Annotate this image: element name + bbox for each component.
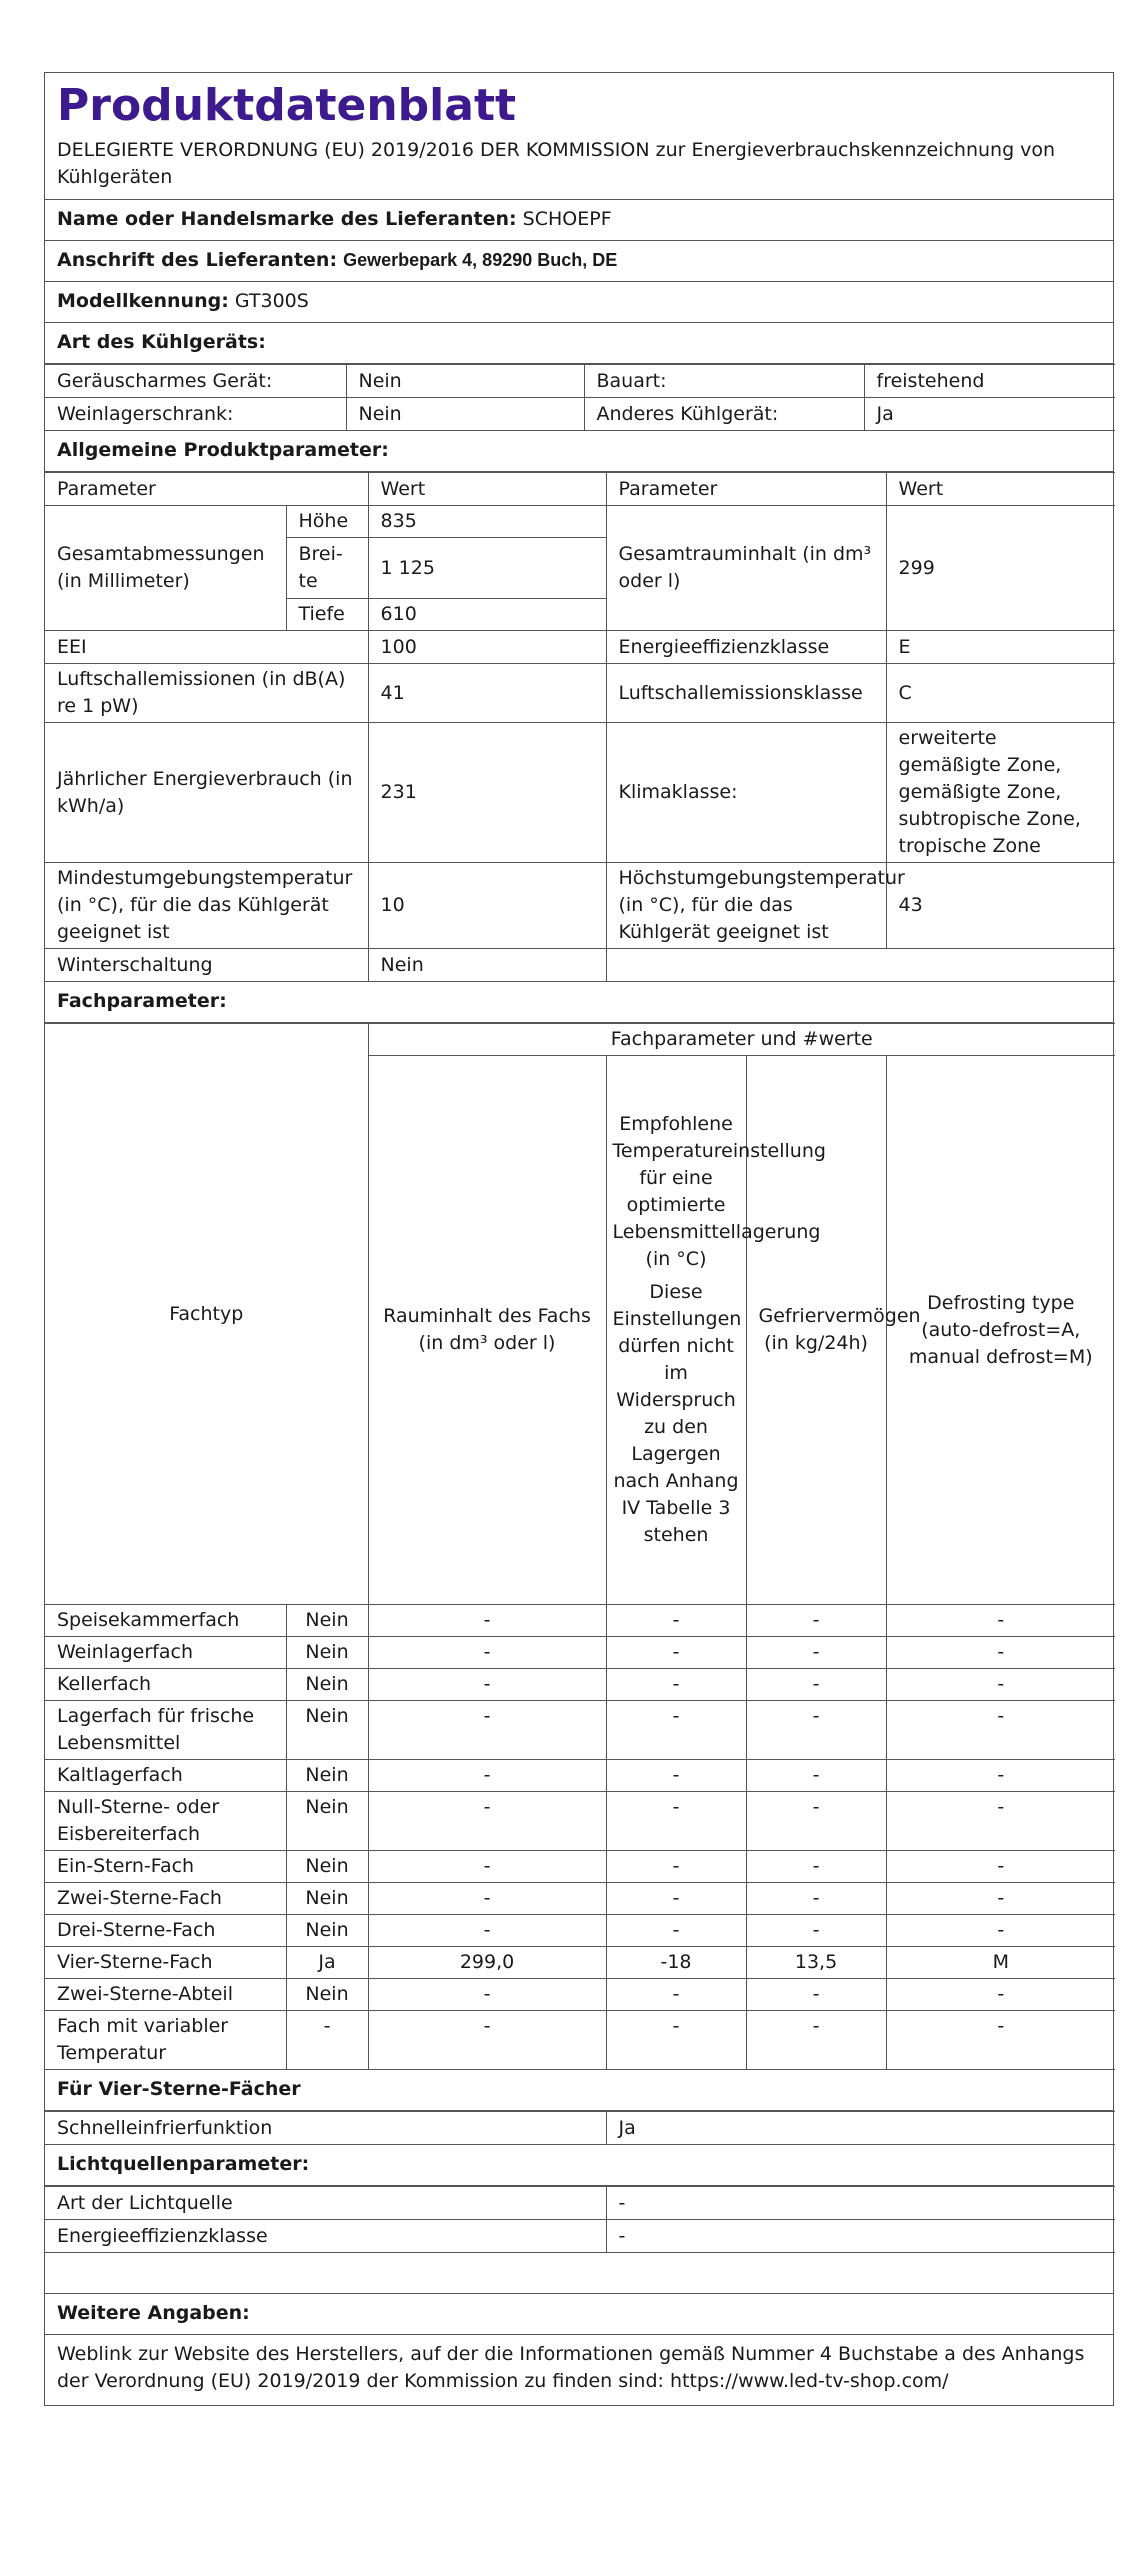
compartment-name: Drei-Sterne-Fach [45,1915,286,1947]
param-value: E [886,631,1115,664]
compartment-row [45,2011,1115,2070]
compartment-defrost: - [886,1760,1115,1792]
compartment-name: Lagerfach für frische Lebensmittel [45,1701,286,1760]
compartment-temp: - [606,1605,746,1637]
general-row [45,664,1115,723]
type-value-2: freistehend [864,365,1115,398]
param-value: 231 [368,723,606,863]
compartment-rows [45,1605,1115,2070]
type-table [45,364,1115,431]
compartment-name: Kellerfach [45,1669,286,1701]
compartment-row [45,1915,1115,1947]
freeze-header: Gefriervermögen (in kg/24h) [746,1056,886,1605]
param-value: erweiterte gemäßigte Zone, gemäßigte Zone, subtropische Zone, tropische Zone [886,723,1115,863]
light-table [45,2186,1115,2253]
spacer-row [45,2253,1113,2294]
compartment-freeze: - [746,1605,886,1637]
general-header-row [45,473,1115,506]
page-title: Produktdatenblatt [57,80,517,131]
light-row [45,2187,1115,2220]
compartment-name: Weinlagerfach [45,1637,286,1669]
weblink-text: Weblink zur Website des Herstellers, auf der die Informationen gemäß Nummer 4 Buchstabe a des Anhangs der Verordnung (EU) 2019/2019 der Kommission zu finden sind: [57,2343,1085,2392]
type-label-2: Anderes Kühlgerät: [584,398,864,431]
compartment-present: Nein [286,1979,368,2011]
product-datasheet [44,72,1114,2406]
general-row [45,863,1115,949]
supplier-label: Name oder Handelsmarke des Lieferanten: [57,208,517,230]
compartment-row [45,1669,1115,1701]
param-value: 43 [886,863,1115,949]
param-label: Luftschallemissionsklasse [606,664,886,723]
param-value: C [886,664,1115,723]
type-label-2: Bauart: [584,365,864,398]
type-row [45,398,1115,431]
height-label: Höhe [286,506,368,538]
compartment-temp: - [606,1792,746,1851]
compartment-present: Nein [286,1669,368,1701]
param-value: 10 [368,863,606,949]
compartment-defrost: - [886,1605,1115,1637]
more-section-heading: Weitere Angaben: [45,2294,1113,2335]
address-row [45,241,1113,282]
param-label: Mindestumgebungstemperatur (in °C), für die das Kühlgerät geeignet ist [45,863,368,949]
light-label: Art der Lichtquelle [45,2187,606,2220]
height-value: 835 [368,506,606,538]
winter-row [45,949,1115,982]
type-label-1: Weinlagerschrank: [45,398,346,431]
winter-empty [606,949,1115,982]
compartment-defrost: - [886,1792,1115,1851]
compartment-freeze: - [746,1915,886,1947]
compartment-defrost: - [886,1915,1115,1947]
compartment-freeze: - [746,1669,886,1701]
compartment-temp: - [606,1701,746,1760]
param-label: Luftschallemissionen (in dB(A) re 1 pW) [45,664,368,723]
compartment-present: Ja [286,1947,368,1979]
supplier-value: SCHOEPF [522,208,612,230]
compartment-temp: -18 [606,1947,746,1979]
param-label: Energieeffizienzklasse [606,631,886,664]
compartment-freeze: 13,5 [746,1947,886,1979]
light-row [45,2220,1115,2253]
param-label: Klimaklasse: [606,723,886,863]
general-table [45,472,1115,982]
compartment-defrost: - [886,1979,1115,2011]
defrost-header: Defrosting type (auto-defrost=A, manual defrost=M) [886,1056,1115,1605]
weblink-url[interactable]: https://www.led-tv-shop.com/ [669,2370,949,2392]
compartment-present: - [286,2011,368,2070]
type-row [45,365,1115,398]
compartment-volume: - [368,1979,606,2011]
compartment-name: Speisekammerfach [45,1605,286,1637]
compartment-group-header [45,1024,1115,1056]
compartment-temp: - [606,1760,746,1792]
compartment-row [45,1701,1115,1760]
compartment-table [45,1023,1115,2070]
light-label: Energieeffizienzklasse [45,2220,606,2253]
compartment-temp: - [606,1637,746,1669]
type-value-1: Nein [346,398,584,431]
header-parameter: Parameter [606,473,886,506]
compartment-present: Nein [286,1637,368,1669]
compartment-present: Nein [286,1915,368,1947]
compartment-volume: - [368,1883,606,1915]
compartment-present: Nein [286,1760,368,1792]
compartment-row [45,1637,1115,1669]
compartment-volume: - [368,1915,606,1947]
compartment-name: Ein-Stern-Fach [45,1851,286,1883]
compartment-temp: - [606,1883,746,1915]
compartment-name: Null-Sterne- oder Eisbereiterfach [45,1792,286,1851]
compartment-temp: - [606,1851,746,1883]
dimensions-label: Gesamtabmessungen (in Millimeter) [45,506,286,631]
general-section-heading: Allgemeine Produktparameter: [45,431,1113,472]
param-label: EEI [45,631,368,664]
dimension-row-height [45,506,1115,538]
type-value-1: Nein [346,365,584,398]
width-label: Brei-te [286,538,368,599]
compartment-present: Nein [286,1851,368,1883]
address-label: Anschrift des Lieferanten: [57,249,338,271]
header-parameter: Parameter [45,473,368,506]
compartment-defrost: - [886,1851,1115,1883]
compartment-volume: - [368,1851,606,1883]
compartment-present: Nein [286,1605,368,1637]
compartment-volume: - [368,2011,606,2070]
volume-header: Rauminhalt des Fachs (in dm³ oder l) [368,1056,606,1605]
header-block [45,73,1113,200]
compartment-defrost: - [886,1883,1115,1915]
compartment-volume: - [368,1637,606,1669]
compartment-temp: - [606,1915,746,1947]
compartment-row [45,1760,1115,1792]
compartment-row [45,1605,1115,1637]
header-value: Wert [886,473,1115,506]
general-row [45,631,1115,664]
general-row [45,723,1115,863]
temp-header-text: Empfohlene Temperatureinstellung für eine optimierte Lebensmittellagerung (in °C) [612,1113,826,1270]
width-value: 1 125 [368,538,606,599]
total-volume-label: Gesamtrauminhalt (in dm³ oder l) [606,506,886,631]
compartment-freeze: - [746,2011,886,2070]
type-section-heading: Art des Kühlgeräts: [45,323,1113,364]
model-label: Modellkennung: [57,290,229,312]
compartment-defrost: - [886,1637,1115,1669]
fachtyp-header: Fachtyp [45,1024,368,1605]
group-header: Fachparameter und #werte [368,1024,1115,1056]
compartment-section-heading: Fachparameter: [45,982,1113,1023]
compartment-volume: - [368,1669,606,1701]
compartment-row [45,1792,1115,1851]
winter-label: Winterschaltung [45,949,368,982]
compartment-temp: - [606,1979,746,2011]
four-star-section-heading: Für Vier-Sterne-Fächer [45,2070,1113,2111]
light-section-heading: Lichtquellenparameter: [45,2145,1113,2186]
fast-freeze-label: Schnelleinfrierfunktion [45,2112,606,2145]
compartment-present: Nein [286,1701,368,1760]
total-volume-value: 299 [886,506,1115,631]
compartment-volume: - [368,1605,606,1637]
compartment-freeze: - [746,1851,886,1883]
compartment-present: Nein [286,1883,368,1915]
compartment-temp: - [606,1669,746,1701]
compartment-defrost: M [886,1947,1115,1979]
compartment-row [45,1851,1115,1883]
regulation-text: DELEGIERTE VERORDNUNG (EU) 2019/2016 DER KOMMISSION zur Energieverbrauchskennzeichnung von Kühlgeräten [57,139,1056,188]
compartment-name: Fach mit variabler Temperatur [45,2011,286,2070]
compartment-row [45,1947,1115,1979]
compartment-freeze: - [746,1760,886,1792]
compartment-row [45,1883,1115,1915]
compartment-volume: - [368,1760,606,1792]
light-value: - [606,2220,1115,2253]
supplier-row [45,200,1113,241]
compartment-volume: 299,0 [368,1947,606,1979]
fast-freeze-table [45,2111,1115,2145]
compartment-defrost: - [886,1669,1115,1701]
compartment-freeze: - [746,1883,886,1915]
compartment-freeze: - [746,1979,886,2011]
weblink-block [45,2335,1113,2406]
compartment-name: Vier-Sterne-Fach [45,1947,286,1979]
model-value: GT300S [234,290,309,312]
type-label-1: Geräuscharmes Gerät: [45,365,346,398]
compartment-freeze: - [746,1637,886,1669]
param-value: 100 [368,631,606,664]
compartment-name: Zwei-Sterne-Abteil [45,1979,286,2011]
compartment-name: Zwei-Sterne-Fach [45,1883,286,1915]
compartment-volume: - [368,1792,606,1851]
light-value: - [606,2187,1115,2220]
temp-header [606,1056,826,1605]
address-value: Gewerbepark 4, 89290 Buch, DE [343,250,618,270]
param-label: Jährlicher Energieverbrauch (in kWh/a) [45,723,368,863]
fast-freeze-value: Ja [606,2112,1115,2145]
compartment-name: Kaltlagerfach [45,1760,286,1792]
temp-header-note: Diese Einstellungen dürfen nicht im Widerspruch zu den Lagergen nach Anhang IV Tabelle 3 stehen [612,1281,742,1546]
compartment-defrost: - [886,2011,1115,2070]
compartment-present: Nein [286,1792,368,1851]
depth-label: Tiefe [286,599,368,631]
compartment-volume: - [368,1701,606,1760]
header-value: Wert [368,473,606,506]
param-label: Höchstumgebungstemperatur (in °C), für die das Kühlgerät geeignet ist [606,863,886,949]
winter-value: Nein [368,949,606,982]
compartment-row [45,1979,1115,2011]
model-row [45,282,1113,323]
fast-freeze-row [45,2112,1115,2145]
compartment-defrost: - [886,1701,1115,1760]
datasheet-frame [44,72,1114,2406]
compartment-temp: - [606,2011,746,2070]
type-value-2: Ja [864,398,1115,431]
compartment-freeze: - [746,1701,886,1760]
depth-value: 610 [368,599,606,631]
param-value: 41 [368,664,606,723]
compartment-freeze: - [746,1792,886,1851]
